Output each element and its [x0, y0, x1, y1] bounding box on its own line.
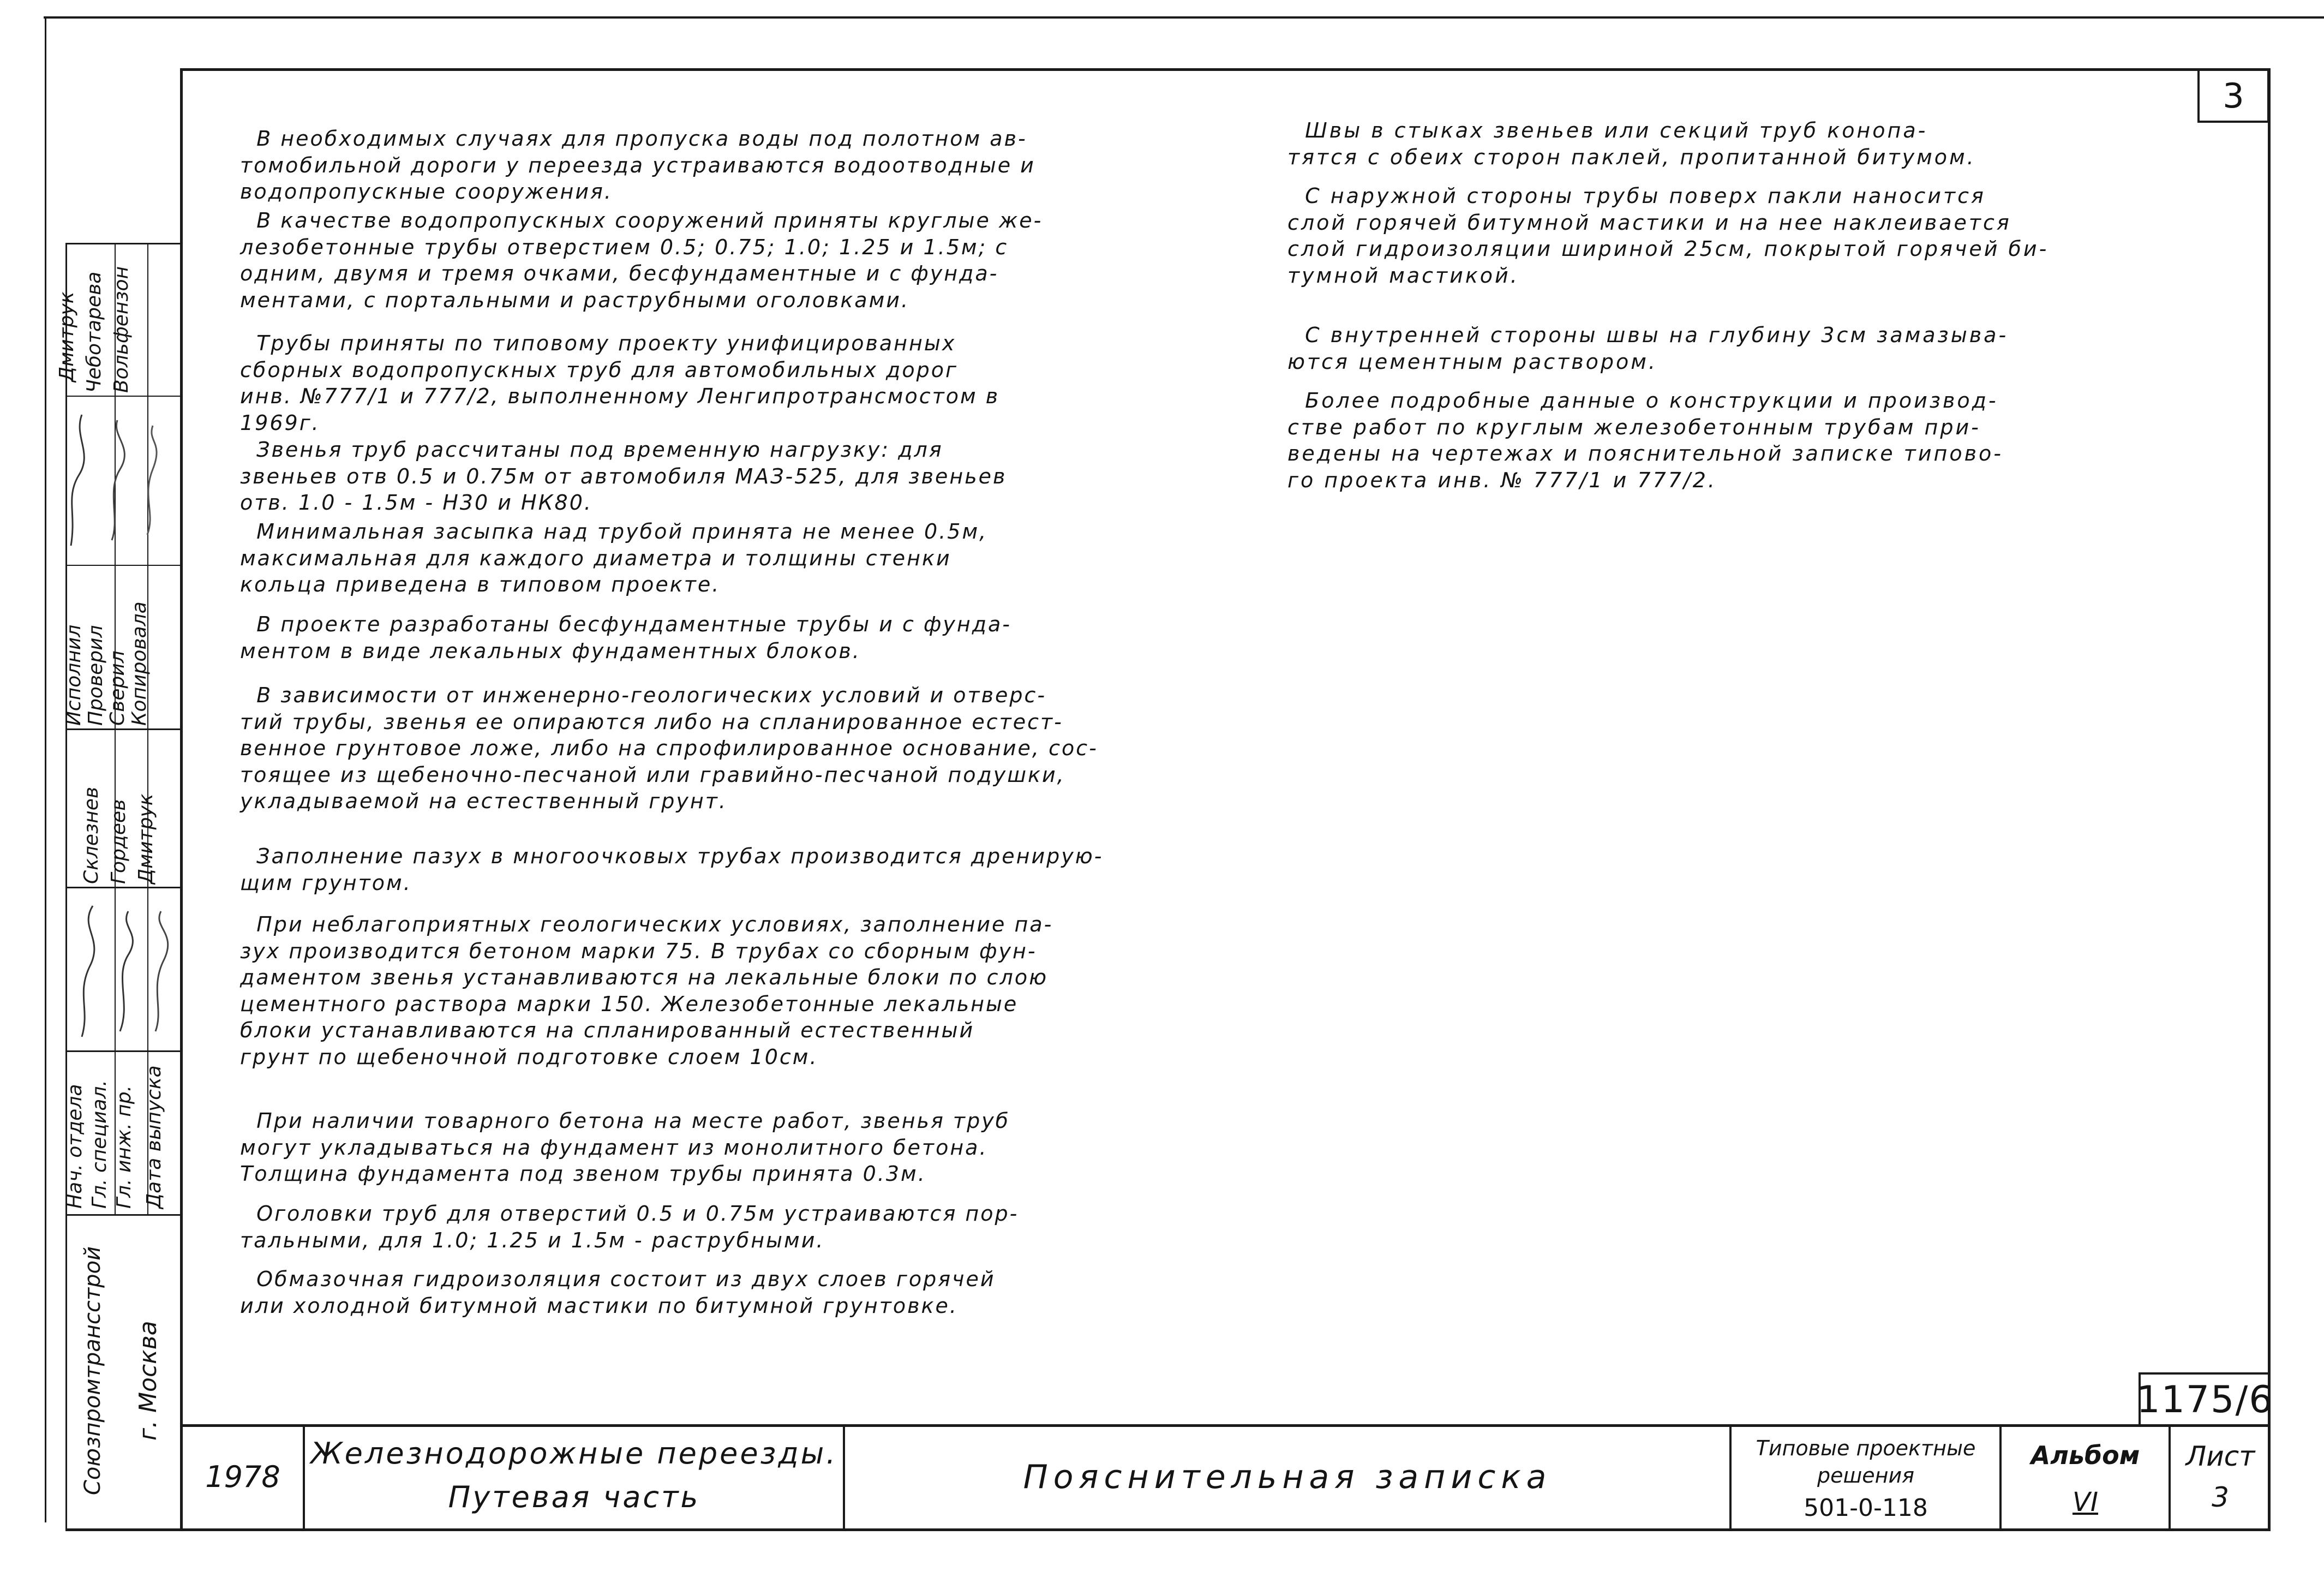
stamp-role-copied: Копировала: [128, 601, 151, 726]
paragraph-more-details: Более подробные данные о конструкции и производ- стве работ по круглым железобетонным трубам при- ведены на чертежах и пояснительной записке типово- го проекта инв. № 777/1 и 777/2.: [1287, 389, 2003, 492]
stamp-name-dmitruk-2: Дмитрук: [135, 793, 157, 884]
title-project-line2: Путевая часть: [448, 1480, 700, 1514]
stamp-name-volfenzon: Вольфензон: [110, 266, 133, 393]
title-block-top: [180, 1424, 2269, 1427]
paragraph-bedding: В зависимости от инженерно-геологических условий и отверс- тий трубы, звенья ее опираются либо на спланированное естест- венное грунтовое ложе, либо на спрофилированное основание, сос- тоящее из щебеночно-песчаной или гравийно-песчаной подушки, укладываемой на естественный грунт.: [240, 683, 1098, 813]
title-project-line1: Железнодорожные переезды.: [310, 1436, 838, 1471]
stamp-role-executed: Исполнил: [63, 624, 85, 726]
document-code-box: [2136, 1372, 2274, 1425]
paragraph-typical-project: Трубы приняты по типовому проекту унифицированных сборных водопропускных труб для автомобильных дорог инв. №777/1 и 777/2, выполненному Ленгипротрансмостом в 1969г.: [240, 331, 1000, 435]
paragraph-headwalls: Оголовки труб для отверстий 0.5 и 0.75м устраиваются пор- тальными, для 1.0; 1.25 и 1.5м - раструбными.: [240, 1202, 1019, 1252]
stamp-role-chief-specialist: Гл. специал.: [88, 1080, 111, 1209]
top-border-line: [44, 16, 2324, 19]
corner-sheet-number: 3: [2223, 75, 2244, 116]
frame-left: [180, 68, 183, 1531]
title-div-5: [2169, 1424, 2171, 1531]
paragraph-unfavourable-conditions: При неблагоприятных геологических условиях, заполнение па- зух производится бетоном марки 75. В трубах со сборным фун- даментом звенья устанавливаются на лекальные блоки по слою цементного раствора марки 150. Железобетонные лекальные блоки устанавливаются на спланированный естественный грунт по щебеночной подготовке слоем 10см.: [240, 912, 1053, 1069]
paragraph-culvert-types: В качестве водопропускных сооружений приняты круглые же- лезобетонные трубы отверстием 0.5; 0.75; 1.0; 1.25 и 1.5м; с одним, двумя и тремя очками, бесфундаментные и с фунда- ментами, с портальными и раструбными оголовками.: [240, 208, 1043, 312]
frame-right: [2268, 68, 2271, 1531]
paragraph-culverts-purpose: В необходимых случаях для пропуска воды под полотном ав- томобильной дороги у переезда устраиваются водоотводные и водопропускные сооружения.: [240, 127, 1035, 204]
stamp-org-name: Союзпромтрансстрой: [80, 1246, 105, 1495]
stamp-row-top-b: [65, 565, 181, 566]
stamp-line-1: [65, 243, 181, 244]
title-div-2: [843, 1424, 845, 1531]
stamp-name-chebotareva: Чеботарева: [83, 271, 105, 393]
paragraph-outer-side: С наружной стороны трубы поверх пакли наносится слой горячей битумной мастики и на нее наклеивается слой гидроизоляции шириной 25см, покрытой горячей би- тумной мастикой.: [1287, 184, 2049, 288]
title-div-3: [1729, 1424, 1732, 1531]
title-sheet-label: Лист: [2185, 1441, 2255, 1472]
stamp-line-2: [65, 728, 181, 730]
paragraph-sinus-filling: Заполнение пазух в многоочковых трубах производится дренирую- щим грунтом.: [240, 844, 1104, 895]
paragraph-inner-side: С внутренней стороны швы на глубину 3см замазыва- ются цементным раствором.: [1287, 323, 2009, 374]
stamp-role-chief-engineer: Гл. инж. пр.: [113, 1085, 135, 1209]
stamp-org-city: г. Москва: [134, 1321, 162, 1441]
frame-bottom: [65, 1528, 2271, 1531]
stamp-line-5: [65, 1214, 181, 1216]
title-album-value: VI: [2073, 1487, 2098, 1518]
stamp-role-head-department: Нач. отдела: [64, 1084, 86, 1209]
title-sheet-value: 3: [2212, 1482, 2229, 1513]
title-div-4: [1999, 1424, 2002, 1531]
left-border-line: [45, 16, 46, 1522]
title-album-label: Альбом: [2030, 1441, 2140, 1470]
paragraph-waterproofing: Обмазочная гидроизоляция состоит из двух слоев горячей или холодной битумной мастики по битумной грунтовке.: [240, 1267, 996, 1318]
stamp-name-dmitruk: Дмитрук: [56, 291, 78, 382]
title-div-1: [303, 1424, 305, 1531]
paragraph-fill: Минимальная засыпка над трубой принята не менее 0.5м, максимальная для каждого диаметра и толщины стенки кольца приведена в типовом проекте.: [240, 519, 988, 596]
paragraph-joints: Швы в стыках звеньев или секций труб конопа- тятся с обеих сторон паклей, пропитанной битумом.: [1287, 118, 1976, 169]
title-series-label-1: Типовые проектные: [1756, 1436, 1976, 1460]
stamp-role-checked: Проверил: [85, 625, 107, 726]
stamp-row-top-a: [65, 396, 181, 397]
paragraph-monolithic: При наличии товарного бетона на месте работ, звенья труб могут укладываться на фундамент из монолитного бетона. Толщина фундамента под звеном трубы принята 0.3м.: [240, 1109, 1010, 1186]
stamp-line-3: [65, 887, 181, 888]
title-series-code: 501-0-118: [1804, 1494, 1928, 1522]
paragraph-loads: Звенья труб рассчитаны под временную нагрузку: для звеньев отв 0.5 и 0.75м от автомобиля МАЗ-525, для звеньев отв. 1.0 - 1.5м - Н30 и НК80.: [240, 438, 1007, 515]
signature-marks-mid: [68, 895, 177, 1048]
document-code: 1175/6: [2136, 1378, 2274, 1421]
stamp-line-4: [65, 1050, 181, 1052]
title-sheet-title: Пояснительная записка: [1023, 1458, 1552, 1496]
frame-top: [180, 68, 2269, 71]
corner-sheet-number-box: [2197, 68, 2269, 123]
paragraph-foundation-types: В проекте разработаны бесфундаментные трубы и с фунда- ментом в виде лекальных фундаментных блоков.: [240, 612, 1012, 663]
stamp-name-sklyeznev: Склезнев: [80, 786, 103, 884]
stamp-name-gordeev: Гордеев: [107, 799, 130, 884]
stamp-role-issue-date: Дата выпуска: [143, 1065, 165, 1209]
title-series-label-2: решения: [1817, 1463, 1915, 1488]
title-year: 1978: [205, 1460, 280, 1494]
stamp-role-verified: Сверил: [106, 650, 129, 726]
signature-marks-top: [60, 404, 180, 562]
